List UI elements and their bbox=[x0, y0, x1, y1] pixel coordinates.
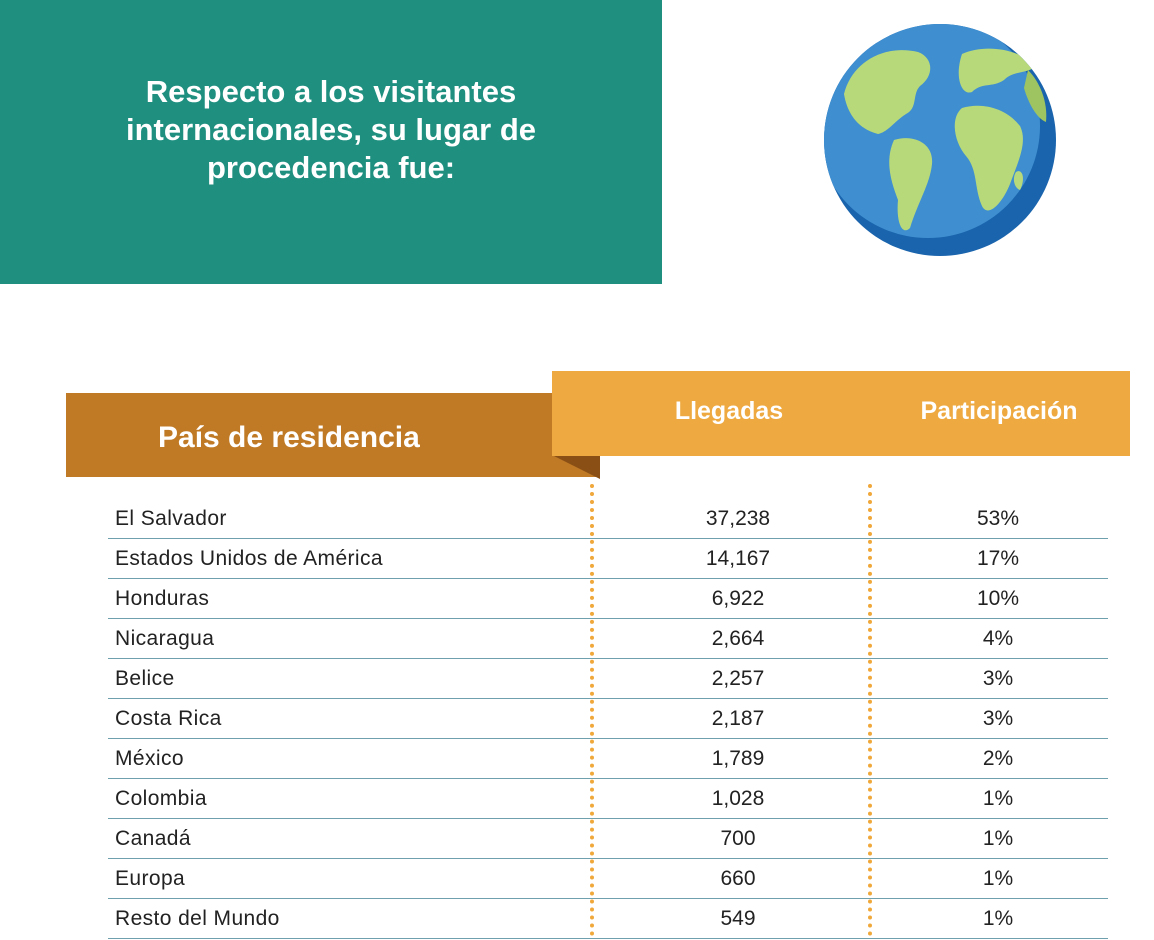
title-banner bbox=[0, 0, 662, 284]
arrivals-cell: 1,028 bbox=[711, 787, 765, 810]
country-cell: México bbox=[115, 747, 184, 770]
arrivals-cell: 2,664 bbox=[711, 627, 765, 650]
table-row bbox=[108, 899, 1108, 939]
country-cell: Europa bbox=[115, 867, 186, 890]
banner-title: Respecto a los visitantes internacionales, su lugar de procedencia fue: bbox=[125, 74, 536, 185]
arrivals-cell: 700 bbox=[720, 827, 756, 850]
share-cell: 17% bbox=[976, 547, 1020, 570]
table-row bbox=[108, 739, 1108, 779]
share-cell: 1% bbox=[982, 827, 1014, 850]
share-cell: 4% bbox=[982, 627, 1014, 650]
header-fold bbox=[552, 455, 600, 479]
country-cell: El Salvador bbox=[115, 507, 227, 530]
share-cell: 3% bbox=[982, 707, 1014, 730]
share-cell: 1% bbox=[982, 907, 1014, 930]
table-row bbox=[108, 699, 1108, 739]
table-row bbox=[108, 659, 1108, 699]
country-cell: Colombia bbox=[115, 787, 207, 810]
table-row bbox=[108, 539, 1108, 579]
arrivals-cell: 37,238 bbox=[705, 507, 771, 530]
arrivals-cell: 2,257 bbox=[711, 667, 765, 690]
share-cell: 53% bbox=[976, 507, 1020, 530]
table-row bbox=[108, 819, 1108, 859]
arrivals-cell: 2,187 bbox=[711, 707, 765, 730]
arrivals-cell: 14,167 bbox=[705, 547, 771, 570]
country-cell: Costa Rica bbox=[115, 707, 222, 730]
country-cell: Belice bbox=[115, 667, 175, 690]
country-cell: Honduras bbox=[115, 587, 210, 610]
globe-icon bbox=[822, 22, 1058, 258]
table-row bbox=[108, 579, 1108, 619]
country-cell: Resto del Mundo bbox=[115, 907, 280, 930]
table-row bbox=[108, 779, 1108, 819]
share-cell: 3% bbox=[982, 667, 1014, 690]
data-table bbox=[108, 499, 1108, 939]
table-row bbox=[108, 859, 1108, 899]
share-cell: 1% bbox=[982, 787, 1014, 810]
arrivals-cell: 549 bbox=[720, 907, 756, 930]
arrivals-cell: 660 bbox=[720, 867, 756, 890]
country-cell: Estados Unidos de América bbox=[115, 547, 383, 570]
table-row bbox=[108, 619, 1108, 659]
country-header-label: País de residencia bbox=[158, 421, 420, 454]
arrivals-cell: 6,922 bbox=[711, 587, 765, 610]
table-row bbox=[108, 499, 1108, 539]
country-cell: Canadá bbox=[115, 827, 191, 850]
share-cell: 1% bbox=[982, 867, 1014, 890]
arrivals-cell: 1,789 bbox=[711, 747, 765, 770]
share-cell: 2% bbox=[982, 747, 1014, 770]
share-header-label: Participación bbox=[920, 397, 1078, 425]
share-cell: 10% bbox=[976, 587, 1020, 610]
arrivals-header-label: Llegadas bbox=[674, 397, 784, 425]
country-cell: Nicaragua bbox=[115, 627, 215, 650]
